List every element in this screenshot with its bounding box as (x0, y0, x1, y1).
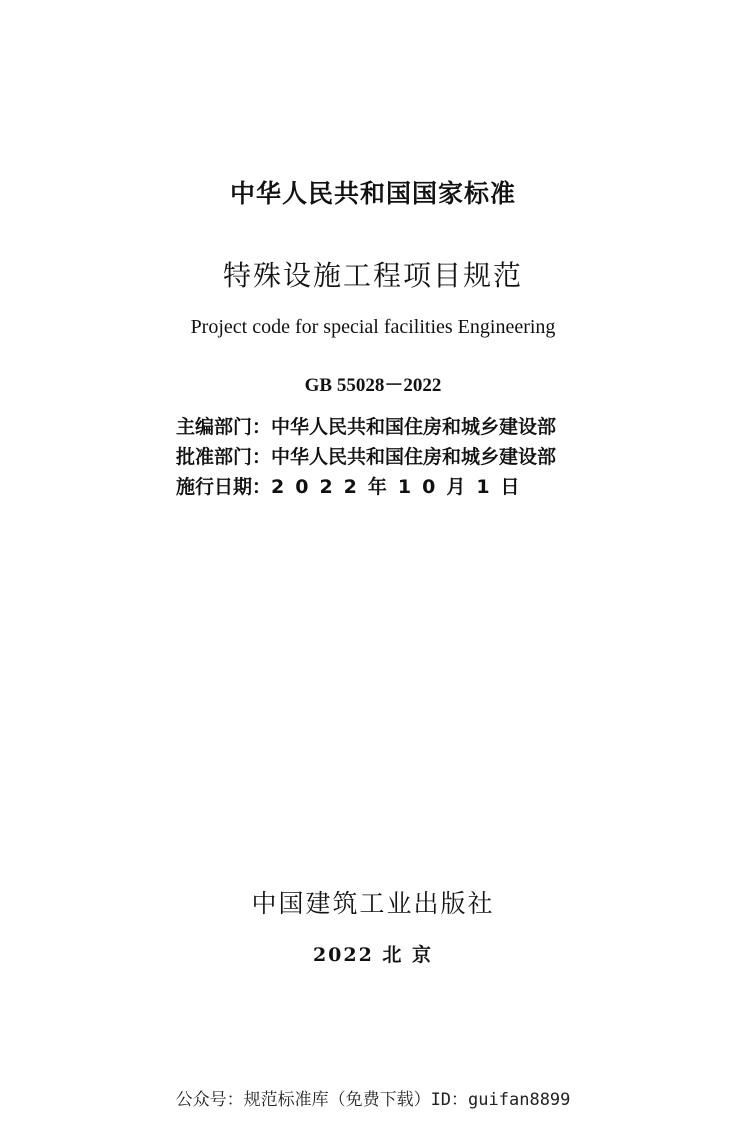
publication-year-city: 2022 北 京 (312, 944, 434, 966)
metadata-row-approver (176, 442, 596, 472)
metadata-value: 中华人民共和国住房和城乡建设部 (271, 446, 557, 468)
document-title-chinese: 特殊设施工程项目规范 (222, 259, 523, 292)
standard-type-heading: 中华人民共和国国家标准 (229, 179, 516, 208)
document-title-english: Project code for special facilities Engineering (190, 316, 556, 338)
metadata-label: 主编部门： (176, 416, 272, 438)
metadata-label: 批准部门： (176, 446, 272, 468)
footer-watermark-note: 公众号：规范标准库（免费下载）ID：guifan8899 (175, 1090, 571, 1110)
metadata-row-chief-editor (176, 412, 596, 442)
standard-number: GB 55028－2022 (304, 375, 442, 396)
publisher-name: 中国建筑工业出版社 (251, 889, 495, 918)
metadata-label: 施行日期： (176, 476, 272, 498)
metadata-row-effective-date (176, 472, 596, 502)
metadata-block (176, 412, 596, 502)
metadata-value: 2022年10月1日 (271, 476, 531, 498)
metadata-value: 中华人民共和国住房和城乡建设部 (271, 416, 557, 438)
